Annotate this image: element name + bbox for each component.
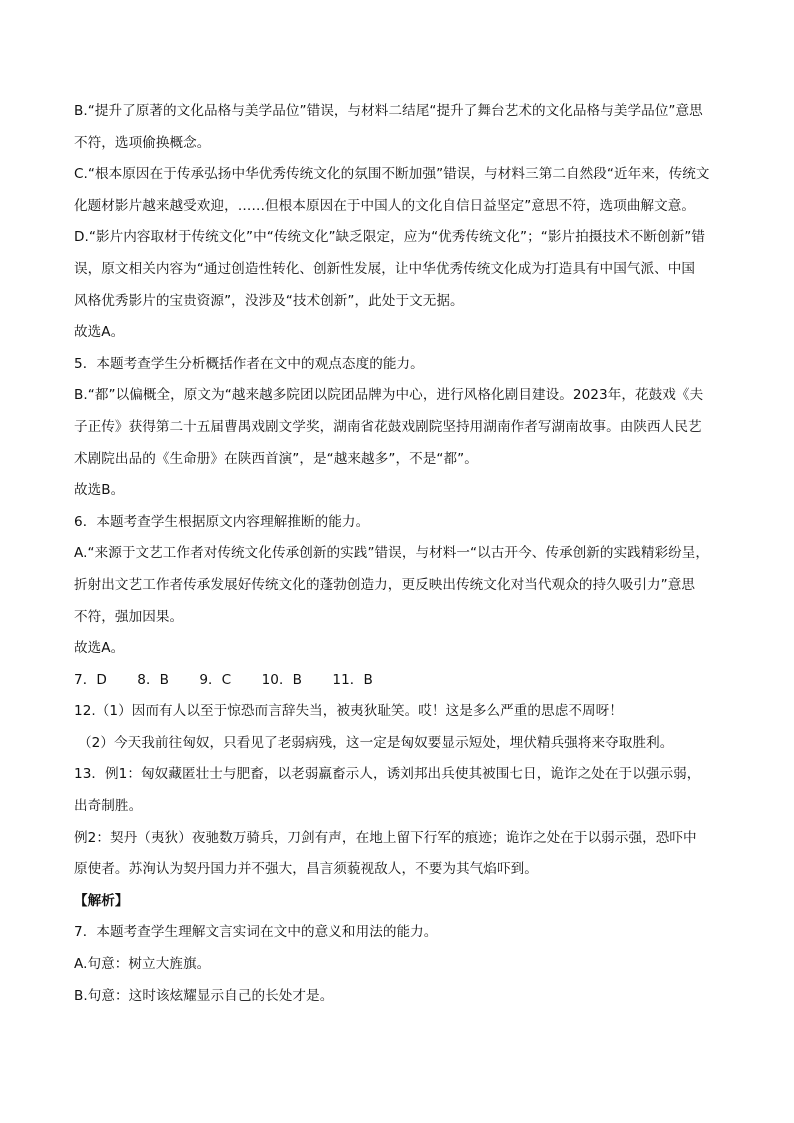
choice-conclusion-6: 故选A。 — [74, 640, 125, 657]
answer-d-line-3: 风格优秀影片的宝贵资源”，没涉及“技术创新”，此处于文无据。 — [74, 292, 464, 309]
q5-answer-b-line-1: B.“都”以偏概全，原文为“越来越多院团以院团品牌为中心，进行风格化剧目建设。2023年，花鼓戏《夫 — [74, 387, 704, 404]
answer-c-line-1: C.“根本原因在于传承弘扬中华优秀传统文化的氛围不断加强”错误，与材料三第二自然段“近年来，传统文 — [74, 166, 710, 183]
choice-conclusion-5: 故选B。 — [74, 482, 125, 499]
q13-example-1-line-2: 出奇制胜。 — [74, 798, 143, 815]
q13-example-2-line-2: 原使者。苏洵认为契丹国力并不强大，昌言须藐视敌人，不要为其气焰吓到。 — [74, 861, 538, 878]
document-body — [74, 96, 722, 1012]
answer-key-8: 8．B — [137, 671, 169, 688]
answer-key-7: 7．D — [74, 671, 107, 688]
answer-key-9: 9．C — [199, 671, 232, 688]
q5-answer-b-line-2: 子正传》获得第二十五届曹禺戏剧文学奖，湖南省花鼓戏剧院坚持用湖南作者写湖南故事。由陕西人民艺 — [74, 418, 702, 435]
q12-translation-1: 12.（1）因而有人以至于惊恐而言辞失当，被夷狄耻笑。哎！这是多么严重的思虑不周呀！ — [74, 703, 623, 720]
answer-b-line-2: 不符，选项偷换概念。 — [74, 134, 211, 151]
q6-answer-a-line-1: A.“来源于文艺工作者对传统文化传承创新的实践”错误，与材料一“以古开今、传承创新的实践精彩纷呈， — [74, 545, 710, 562]
answer-b-line-1: B.“提升了原著的文化品格与美学品位”错误，与材料二结尾“提升了舞台艺术的文化品格与美学品位”意思 — [74, 103, 703, 119]
question-7-heading: 7．本题考查学生理解文言实词在文中的意义和用法的能力。 — [74, 924, 438, 941]
q6-answer-a-line-3: 不符，强加因果。 — [74, 608, 184, 625]
q7-option-b: B.句意：这时该炫耀显示自己的长处才是。 — [74, 987, 334, 1004]
answer-key-row — [74, 665, 722, 697]
q12-translation-2: （2）今天我前往匈奴，只看见了老弱病残，这一定是匈奴要显示短处，埋伏精兵强将来夺取胜利。 — [78, 734, 674, 751]
q7-option-a: A.句意：树立大旌旗。 — [74, 956, 211, 973]
answer-d-line-1: D.“影片内容取材于传统文化”中“传统文化”缺乏限定，应为“优秀传统文化”；“影片拍摄技术不断创新”错 — [74, 229, 706, 246]
answer-key-11: 11．B — [332, 671, 373, 688]
question-6-heading: 6．本题考查学生根据原文内容理解推断的能力。 — [74, 513, 370, 530]
question-5-heading: 5．本题考查学生分析概括作者在文中的观点态度的能力。 — [74, 355, 424, 372]
answer-c-line-2: 化题材影片越来越受欢迎，……但根本原因在于中国人的文化自信日益坚定”意思不符，选项曲解文意。 — [74, 197, 696, 214]
analysis-heading: 【解析】 — [74, 892, 129, 909]
q13-example-1-line-1: 13．例1：匈奴藏匿壮士与肥畜，以老弱羸畜示人，诱刘邦出兵使其被围七日，诡诈之处在于以强示弱， — [74, 766, 701, 783]
answer-key-10: 10．B — [261, 671, 303, 688]
choice-conclusion-4: 故选A。 — [74, 324, 125, 341]
q6-answer-a-line-2: 折射出文艺工作者传承发展好传统文化的蓬勃创造力，更反映出传统文化对当代观众的持久吸引力”意思 — [74, 576, 696, 593]
q5-answer-b-line-3: 术剧院出品的《生命册》在陕西首演”，是“越来越多”，不是“都”。 — [74, 450, 478, 467]
answer-d-line-2: 误，原文相关内容为“通过创造性转化、创新性发展，让中华优秀传统文化成为打造具有中国气派、中国 — [74, 260, 696, 277]
q13-example-2-line-1: 例2：契丹（夷狄）夜驰数万骑兵，刀剑有声，在地上留下行军的痕迹；诡诈之处在于以弱示强，恐吓中 — [74, 829, 697, 846]
